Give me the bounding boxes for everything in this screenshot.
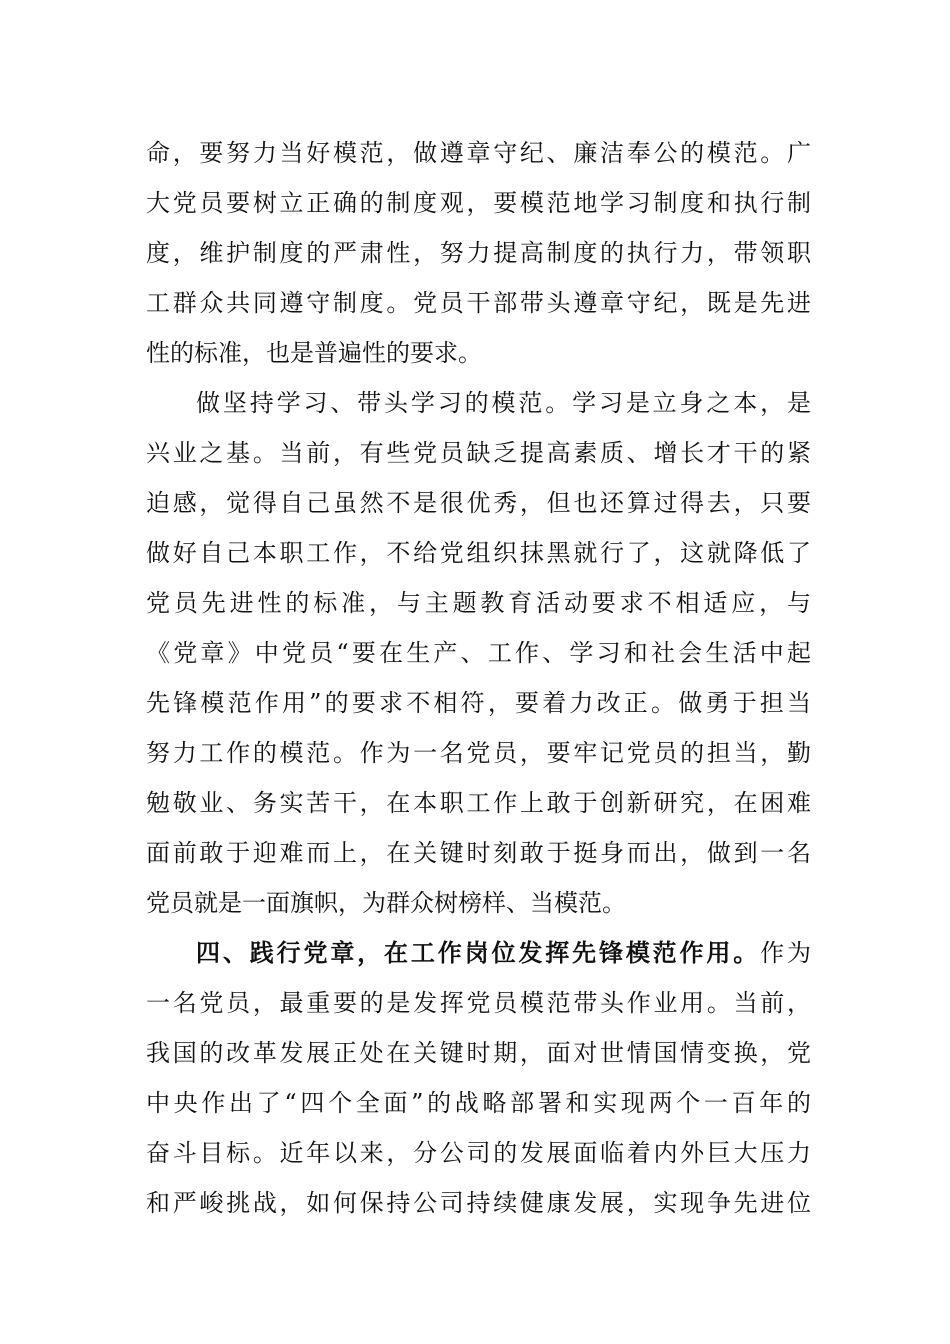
- text-line: 党员先进性的标准，与主题教育活动要求不相适应，与: [146, 589, 811, 617]
- text-line: 和严峻挑战，如何保持公司持续健康发展，实现争先进位: [146, 1189, 811, 1217]
- text-line: 努力工作的模范。作为一名党员，要牢记党员的担当，勤: [146, 739, 811, 767]
- text-line: 一名党员，最重要的是发挥党员模范带头作业用。当前，: [146, 989, 811, 1017]
- heading-continuation: 作为: [760, 939, 812, 967]
- text-line: 中央作出了“四个全面”的战略部署和实现两个一百年的: [146, 1089, 811, 1117]
- text-line: 勉敬业、务实苦干，在本职工作上敢于创新研究，在困难: [146, 789, 811, 817]
- text-line: [146, 928, 811, 978]
- text-line: 做好自己本职工作，不给党组织抹黑就行了，这就降低了: [146, 539, 811, 567]
- text-line: 工群众共同遵守制度。党员干部带头遵章守纪，既是先进: [146, 289, 811, 317]
- text-line: 党员就是一面旗帜，为群众树榜样、当模范。: [146, 889, 626, 917]
- text-line: 命，要努力当好模范，做遵章守纪、廉洁奉公的模范。广: [146, 139, 811, 167]
- text-line: 迫感，觉得自己虽然不是很优秀，但也还算过得去，只要: [146, 489, 811, 517]
- paragraph-1: [146, 128, 811, 378]
- text-line: 做坚持学习、带头学习的模范。学习是立身之本，是: [196, 389, 811, 417]
- text-line: 兴业之基。当前，有些党员缺乏提高素质、增长才干的紧: [146, 439, 811, 467]
- paragraph-3: [146, 928, 811, 1228]
- section-heading: 四、践行党章，在工作岗位发挥先锋模范作用。: [196, 938, 761, 967]
- document-body: [146, 128, 811, 1228]
- paragraph-2: [146, 378, 811, 928]
- text-line: 度，维护制度的严肃性，努力提高制度的执行力，带领职: [146, 239, 811, 267]
- text-line: 面前敢于迎难而上，在关键时刻敢于挺身而出，做到一名: [146, 839, 811, 867]
- text-line: 奋斗目标。近年以来，分公司的发展面临着内外巨大压力: [146, 1139, 811, 1167]
- text-line: 性的标准，也是普遍性的要求。: [146, 339, 482, 367]
- text-line: 先锋模范作用”的要求不相符，要着力改正。做勇于担当: [146, 689, 811, 717]
- text-line: 我国的改革发展正处在关键时期，面对世情国情变换，党: [146, 1039, 811, 1067]
- text-line: 《党章》中党员“要在生产、工作、学习和社会生活中起: [146, 639, 811, 667]
- text-line: 大党员要树立正确的制度观，要模范地学习制度和执行制: [146, 189, 811, 217]
